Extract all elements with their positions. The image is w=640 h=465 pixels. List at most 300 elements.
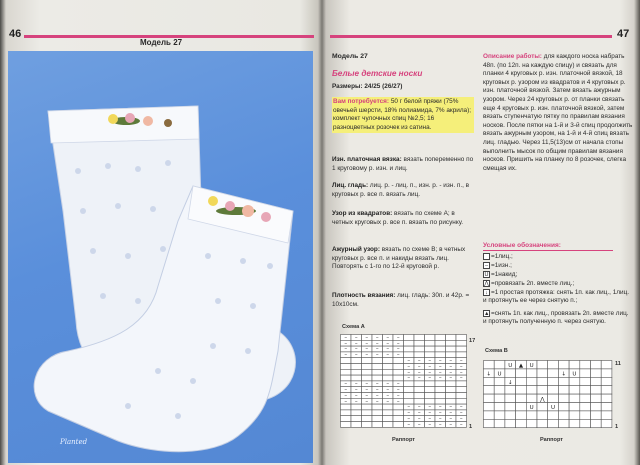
- stitch-symbol: –: [365, 392, 369, 399]
- stitch-symbol: U: [529, 405, 534, 412]
- stitch-symbol: –: [438, 369, 442, 376]
- photo-signature: Planted: [60, 438, 88, 446]
- grid-cell: [601, 361, 612, 369]
- grid-cell: [580, 403, 591, 411]
- legend-text: =провязать 2п. вместе лиц.;: [491, 280, 575, 288]
- grid-cell: [569, 386, 580, 394]
- grid-cell: [435, 393, 446, 399]
- grid-cell: [362, 410, 373, 416]
- grid-cell: [569, 403, 580, 411]
- grid-cell: [558, 386, 569, 394]
- grid-cell: [601, 369, 612, 377]
- legend-item: [483, 253, 513, 261]
- grid-cell: [580, 419, 591, 427]
- scheme-a-row-top: 17: [469, 338, 476, 344]
- stitch-symbol: –: [344, 352, 348, 358]
- grid-cell: [537, 419, 548, 427]
- stitch-symbol: –: [375, 352, 379, 358]
- grid-cell: [393, 369, 404, 375]
- stitch-symbol: –: [428, 369, 432, 376]
- stitch-symbol: –: [386, 386, 390, 393]
- grid-cell: [404, 381, 415, 387]
- stitch-symbol: –: [407, 375, 411, 382]
- grid-cell: [393, 410, 404, 416]
- stitch-symbol: –: [365, 386, 369, 393]
- stitch-symbol: –: [386, 352, 390, 358]
- product-photo: [8, 51, 313, 463]
- grid-cell: [516, 394, 527, 402]
- stitch-symbol: –: [449, 421, 453, 428]
- stitch-symbol: –: [417, 357, 421, 364]
- grid-cell: [341, 369, 352, 375]
- grid-cell: [362, 422, 373, 428]
- grid-cell: [558, 403, 569, 411]
- stitch-symbol: –: [459, 415, 463, 422]
- stitch-symbol: –: [449, 375, 453, 382]
- stitch-symbol: U: [572, 371, 577, 378]
- scheme-b-row-bottom: 1: [615, 424, 619, 430]
- stitch-symbol: –: [386, 346, 390, 353]
- grid-cell: [569, 377, 580, 385]
- section-gauge: [332, 292, 477, 309]
- legend-rule: [483, 250, 613, 251]
- grid-cell: [362, 358, 373, 364]
- stitch-symbol: –: [354, 386, 358, 393]
- grid-cell: [569, 411, 580, 419]
- grid-cell: [580, 394, 591, 402]
- grid-cell: [537, 361, 548, 369]
- stitch-symbol: –: [459, 357, 463, 364]
- section-label: Плотность вязания:: [332, 292, 396, 299]
- grid-cell: [526, 411, 537, 419]
- legend-text: =1накид;: [491, 271, 518, 279]
- grid-cell: [414, 346, 425, 352]
- stitch-symbol: –: [417, 375, 421, 382]
- grid-cell: [341, 416, 352, 422]
- grid-cell: [414, 340, 425, 346]
- grid-cell: [341, 358, 352, 364]
- stitch-symbol: –: [396, 392, 400, 399]
- grid-cell: [425, 346, 436, 352]
- grid-cell: [456, 387, 467, 393]
- grid-cell: [425, 387, 436, 393]
- grid-cell: [591, 386, 602, 394]
- stitch-symbol: –: [396, 334, 400, 341]
- grid-cell: [601, 386, 612, 394]
- grid-cell: [425, 335, 436, 341]
- grid-cell: [569, 419, 580, 427]
- grid-cell: [526, 419, 537, 427]
- grid-cell: [494, 403, 505, 411]
- grid-cell: [516, 369, 527, 377]
- grid-cell: [383, 369, 394, 375]
- grid-cell: [591, 361, 602, 369]
- grid-cell: [435, 387, 446, 393]
- grid-cell: [601, 419, 612, 427]
- grid-cell: [372, 404, 383, 410]
- stitch-symbol: –: [449, 404, 453, 411]
- stitch-symbol: –: [344, 340, 348, 347]
- stitch-symbol: –: [375, 386, 379, 393]
- grid-cell: [548, 419, 559, 427]
- section-text: вязать по схеме В; в четных круговых р. все п. и накиды вязать лиц. Повторять с 1-го по 12-й круговой р.: [332, 246, 466, 271]
- stitch-symbol: –: [459, 410, 463, 416]
- stitch-symbol: –: [344, 392, 348, 399]
- grid-cell: [494, 394, 505, 402]
- grid-cell: [601, 411, 612, 419]
- grid-cell: [383, 358, 394, 364]
- grid-cell: [580, 386, 591, 394]
- scheme-a-row-bottom: 1: [469, 424, 473, 430]
- stitch-symbol: ↓: [507, 380, 513, 386]
- stitch-symbol: –: [438, 421, 442, 428]
- grid-cell: [414, 387, 425, 393]
- stitch-symbol: U: [529, 363, 534, 370]
- stitch-symbol: –: [365, 346, 369, 353]
- stitch-symbol: –: [386, 381, 390, 387]
- stitch-symbol: –: [428, 421, 432, 428]
- grid-cell: [494, 377, 505, 385]
- stitch-symbol: –: [449, 369, 453, 376]
- grid-cell: [425, 393, 436, 399]
- section-squares: [332, 210, 477, 227]
- grid-cell: [537, 377, 548, 385]
- description-block: [483, 53, 633, 173]
- grid-cell: [591, 394, 602, 402]
- stitch-symbol: –: [428, 363, 432, 370]
- grid-cell: [456, 346, 467, 352]
- page-number-left: 46: [9, 28, 22, 40]
- grid-cell: [446, 393, 457, 399]
- legend-title: Условные обозначения:: [483, 242, 561, 249]
- grid-cell: [494, 361, 505, 369]
- legend-item: [483, 310, 633, 326]
- grid-cell: [435, 335, 446, 341]
- grid-cell: [484, 419, 495, 427]
- section-label: Лиц. гладь:: [332, 182, 369, 189]
- stitch-symbol: –: [396, 352, 400, 358]
- stitch-symbol: –: [407, 369, 411, 376]
- grid-cell: [548, 411, 559, 419]
- stitch-symbol: U: [497, 371, 502, 378]
- grid-cell: [425, 381, 436, 387]
- materials-text: 50 г белой пряжи (75% овечьей шерсти, 18% полиамида, 7% акрила); комплект чулочных спиц №2,5; 16 разноцветных розочек из сатина.: [333, 98, 472, 131]
- grid-cell: [484, 386, 495, 394]
- stitch-symbol: U: [508, 363, 513, 370]
- stitch-symbol: –: [428, 404, 432, 411]
- grid-cell: [505, 403, 516, 411]
- grid-cell: [446, 387, 457, 393]
- stitch-symbol: ⋀: [540, 396, 545, 403]
- stitch-symbol: –: [396, 398, 400, 405]
- legend-text: =1лиц.;: [491, 253, 513, 261]
- grid-cell: [456, 381, 467, 387]
- stitch-symbol: ↓: [561, 371, 567, 378]
- grid-cell: [558, 361, 569, 369]
- section-garter: [332, 156, 477, 173]
- stitch-symbol: –: [365, 381, 369, 387]
- materials-label: Вам потребуется:: [333, 98, 390, 105]
- legend-text: =снять 1п. как лиц., провязать 2п. вместе лиц. и протянуть полученную п. через снятую.: [483, 310, 629, 326]
- stitch-symbol: –: [365, 334, 369, 341]
- stitch-symbol: –: [396, 381, 400, 387]
- grid-cell: [341, 422, 352, 428]
- page-number-right: 47: [617, 28, 630, 40]
- grid-cell: [548, 377, 559, 385]
- legend-item: [483, 271, 517, 279]
- grid-cell: [580, 377, 591, 385]
- section-label: Ажурный узор:: [332, 246, 380, 253]
- grid-cell: [494, 386, 505, 394]
- grid-cell: [591, 377, 602, 385]
- stitch-symbol: ▲: [518, 363, 524, 370]
- grid-cell: [362, 364, 373, 370]
- grid-cell: [591, 419, 602, 427]
- grid-cell: [446, 335, 457, 341]
- grid-cell: [516, 411, 527, 419]
- grid-cell: [505, 369, 516, 377]
- scheme-b-row-top: 11: [615, 361, 621, 367]
- grid-cell: [505, 411, 516, 419]
- grid-cell: [446, 340, 457, 346]
- grid-cell: [383, 422, 394, 428]
- model-label-left: Модель 27: [140, 38, 183, 47]
- grid-cell: [516, 403, 527, 411]
- grid-cell: [372, 358, 383, 364]
- stitch-symbol: –: [375, 398, 379, 405]
- stitch-symbol: –: [417, 369, 421, 376]
- legend-symbol: –: [484, 263, 489, 269]
- stitch-symbol: –: [396, 340, 400, 347]
- stitch-symbol: –: [365, 340, 369, 347]
- stitch-symbol: –: [344, 398, 348, 405]
- grid-cell: [351, 404, 362, 410]
- stitch-symbol: U: [551, 405, 556, 412]
- stitch-symbol: –: [386, 334, 390, 341]
- scheme-b-label: Схема В: [485, 348, 508, 354]
- legend-symbol: ⋀: [484, 281, 489, 287]
- grid-cell: [601, 377, 612, 385]
- grid-cell: [516, 377, 527, 385]
- legend-item: [483, 262, 512, 270]
- grid-cell: [505, 386, 516, 394]
- stitch-symbol: –: [375, 392, 379, 399]
- grid-cell: [404, 340, 415, 346]
- grid-cell: [484, 361, 495, 369]
- grid-cell: [404, 393, 415, 399]
- grid-cell: [569, 361, 580, 369]
- grid-cell: [414, 393, 425, 399]
- stitch-symbol: –: [396, 346, 400, 353]
- stitch-symbol: –: [365, 352, 369, 358]
- stitch-symbol: –: [354, 392, 358, 399]
- grid-cell: [446, 381, 457, 387]
- description-title: Описание работы:: [483, 53, 542, 60]
- stitch-symbol: –: [428, 375, 432, 382]
- grid-cell: [372, 410, 383, 416]
- scheme-b-caption: Раппорт: [540, 437, 564, 443]
- stitch-symbol: –: [407, 421, 411, 428]
- section-lace: [332, 246, 477, 272]
- grid-cell: [537, 386, 548, 394]
- description-text: для каждого носка набрать 48п. (по 12п. на каждую спицу) и связать для планки 4 круговых р. изн. платочной вязкой, 18 круговых р. узором из квадратов и 4 круговых р. изн. платочной вязкой. Затем вязать ажурным узором. Через 24 круговых р. от планки связать еще 4 круговых р. изн. платочной вязкой, затем вязать ступенчатую пятку по правилам вязания носков. После пятки на 1-й и 3-й спиц продолжить вязать ажурным узором, на 1-й и 4-й спиц вязать лиц. гладью. Через 11,5(13)см от начала стопы выполнить мысок по общим правилам вязания носков. Пришить на планку по 8 розочек, слегка смещая их.: [483, 53, 633, 172]
- grid-cell: [351, 358, 362, 364]
- legend-symbol: ▲: [484, 311, 490, 317]
- grid-cell: [558, 411, 569, 419]
- stitch-symbol: –: [438, 375, 442, 382]
- materials-box: [332, 97, 474, 133]
- stitch-symbol: –: [417, 415, 421, 422]
- grid-cell: [393, 404, 404, 410]
- grid-cell: [569, 394, 580, 402]
- grid-cell: [341, 364, 352, 370]
- grid-cell: [372, 364, 383, 370]
- grid-cell: [456, 335, 467, 341]
- stitch-symbol: –: [344, 386, 348, 393]
- section-text: лиц. гладь: 30п. и 42р. = 10х10см.: [332, 292, 470, 308]
- stitch-symbol: –: [407, 363, 411, 370]
- stitch-symbol: –: [354, 346, 358, 353]
- grid-cell: [362, 404, 373, 410]
- stitch-symbol: –: [375, 334, 379, 341]
- stitch-symbol: –: [344, 381, 348, 387]
- grid-cell: [393, 422, 404, 428]
- grid-cell: [580, 411, 591, 419]
- stitch-symbol: –: [354, 340, 358, 347]
- stitch-symbol: –: [375, 346, 379, 353]
- grid-cell: [537, 369, 548, 377]
- grid-cell: [341, 410, 352, 416]
- grid-cell: [351, 416, 362, 422]
- grid-cell: [404, 387, 415, 393]
- grid-cell: [383, 364, 394, 370]
- grid-cell: [558, 394, 569, 402]
- stitch-symbol: –: [386, 398, 390, 405]
- legend-symbol: U: [484, 272, 489, 278]
- scheme-a-label: Схема А: [342, 324, 365, 330]
- stitch-symbol: –: [396, 386, 400, 393]
- grid-cell: [591, 403, 602, 411]
- stitch-symbol: –: [407, 415, 411, 422]
- scheme-b-grid: [483, 360, 613, 430]
- stitch-symbol: –: [459, 363, 463, 370]
- stitch-symbol: –: [449, 357, 453, 364]
- stitch-symbol: –: [386, 392, 390, 399]
- grid-cell: [362, 369, 373, 375]
- grid-cell: [484, 411, 495, 419]
- grid-cell: [414, 335, 425, 341]
- grid-cell: [362, 416, 373, 422]
- grid-cell: [351, 410, 362, 416]
- stitch-symbol: –: [344, 334, 348, 341]
- grid-cell: [404, 335, 415, 341]
- section-label: Узор из квадратов:: [332, 210, 393, 217]
- grid-cell: [456, 393, 467, 399]
- grid-cell: [383, 410, 394, 416]
- model-label-right: Модель 27: [332, 53, 368, 60]
- stitch-symbol: –: [449, 410, 453, 416]
- grid-cell: [383, 416, 394, 422]
- section-stockinette: [332, 182, 477, 199]
- grid-cell: [580, 369, 591, 377]
- grid-cell: [484, 403, 495, 411]
- legend-item: [483, 289, 633, 305]
- stitch-symbol: –: [459, 375, 463, 382]
- grid-cell: [526, 386, 537, 394]
- grid-cell: [537, 403, 548, 411]
- grid-cell: [435, 340, 446, 346]
- grid-cell: [383, 404, 394, 410]
- section-text: вязать попеременно по 1 круговому р. изн. и лиц.: [332, 156, 474, 172]
- grid-cell: [558, 419, 569, 427]
- legend-text: =1 простая протяжка: снять 1п. как лиц., 1лиц. и протянуть ее через снятую п.;: [483, 289, 630, 305]
- scheme-a-grid: [340, 334, 468, 429]
- stitch-symbol: –: [407, 404, 411, 411]
- section-text: лиц. р. - лиц. п., изн. р. - изн. п., в круговых р. все п. вязать лиц.: [332, 182, 470, 198]
- sizes-line: Размеры: 24/25 (26/27): [332, 83, 403, 90]
- stitch-symbol: –: [386, 340, 390, 347]
- grid-cell: [601, 394, 612, 402]
- stitch-symbol: –: [438, 404, 442, 411]
- stitch-symbol: –: [438, 410, 442, 416]
- legend-symbol: ↓: [483, 289, 490, 296]
- grid-cell: [548, 394, 559, 402]
- grid-cell: [558, 377, 569, 385]
- grid-cell: [494, 419, 505, 427]
- stitch-symbol: –: [344, 346, 348, 353]
- stitch-symbol: –: [428, 410, 432, 416]
- grid-cell: [404, 346, 415, 352]
- stitch-symbol: –: [417, 421, 421, 428]
- stitch-symbol: –: [354, 334, 358, 341]
- grid-cell: [516, 386, 527, 394]
- stitch-symbol: –: [428, 357, 432, 364]
- grid-cell: [591, 369, 602, 377]
- grid-cell: [435, 381, 446, 387]
- grid-cell: [372, 369, 383, 375]
- stitch-symbol: –: [375, 381, 379, 387]
- scheme-a-caption: Раппорт: [392, 437, 416, 443]
- stitch-symbol: –: [459, 404, 463, 411]
- scheme-a-chart: [340, 334, 468, 429]
- pattern-title: Белые детские носки: [332, 69, 423, 78]
- grid-cell: [537, 411, 548, 419]
- grid-cell: [601, 403, 612, 411]
- grid-cell: [393, 364, 404, 370]
- grid-cell: [505, 419, 516, 427]
- stitch-symbol: –: [417, 404, 421, 411]
- socks-illustration: [8, 51, 313, 463]
- header-rule-right: [330, 35, 612, 38]
- grid-cell: [494, 411, 505, 419]
- grid-cell: [548, 369, 559, 377]
- stitch-symbol: –: [407, 410, 411, 416]
- stitch-symbol: –: [417, 410, 421, 416]
- grid-cell: [393, 358, 404, 364]
- grid-cell: [341, 404, 352, 410]
- grid-cell: [351, 422, 362, 428]
- section-label: Изн. платочная вязка:: [332, 156, 402, 163]
- legend-item: [483, 280, 574, 288]
- grid-cell: [484, 394, 495, 402]
- grid-cell: [351, 364, 362, 370]
- grid-cell: [484, 377, 495, 385]
- grid-cell: [393, 416, 404, 422]
- stitch-symbol: –: [438, 363, 442, 370]
- grid-cell: [591, 411, 602, 419]
- legend-text: =1изн.;: [491, 262, 512, 270]
- stitch-symbol: –: [449, 363, 453, 370]
